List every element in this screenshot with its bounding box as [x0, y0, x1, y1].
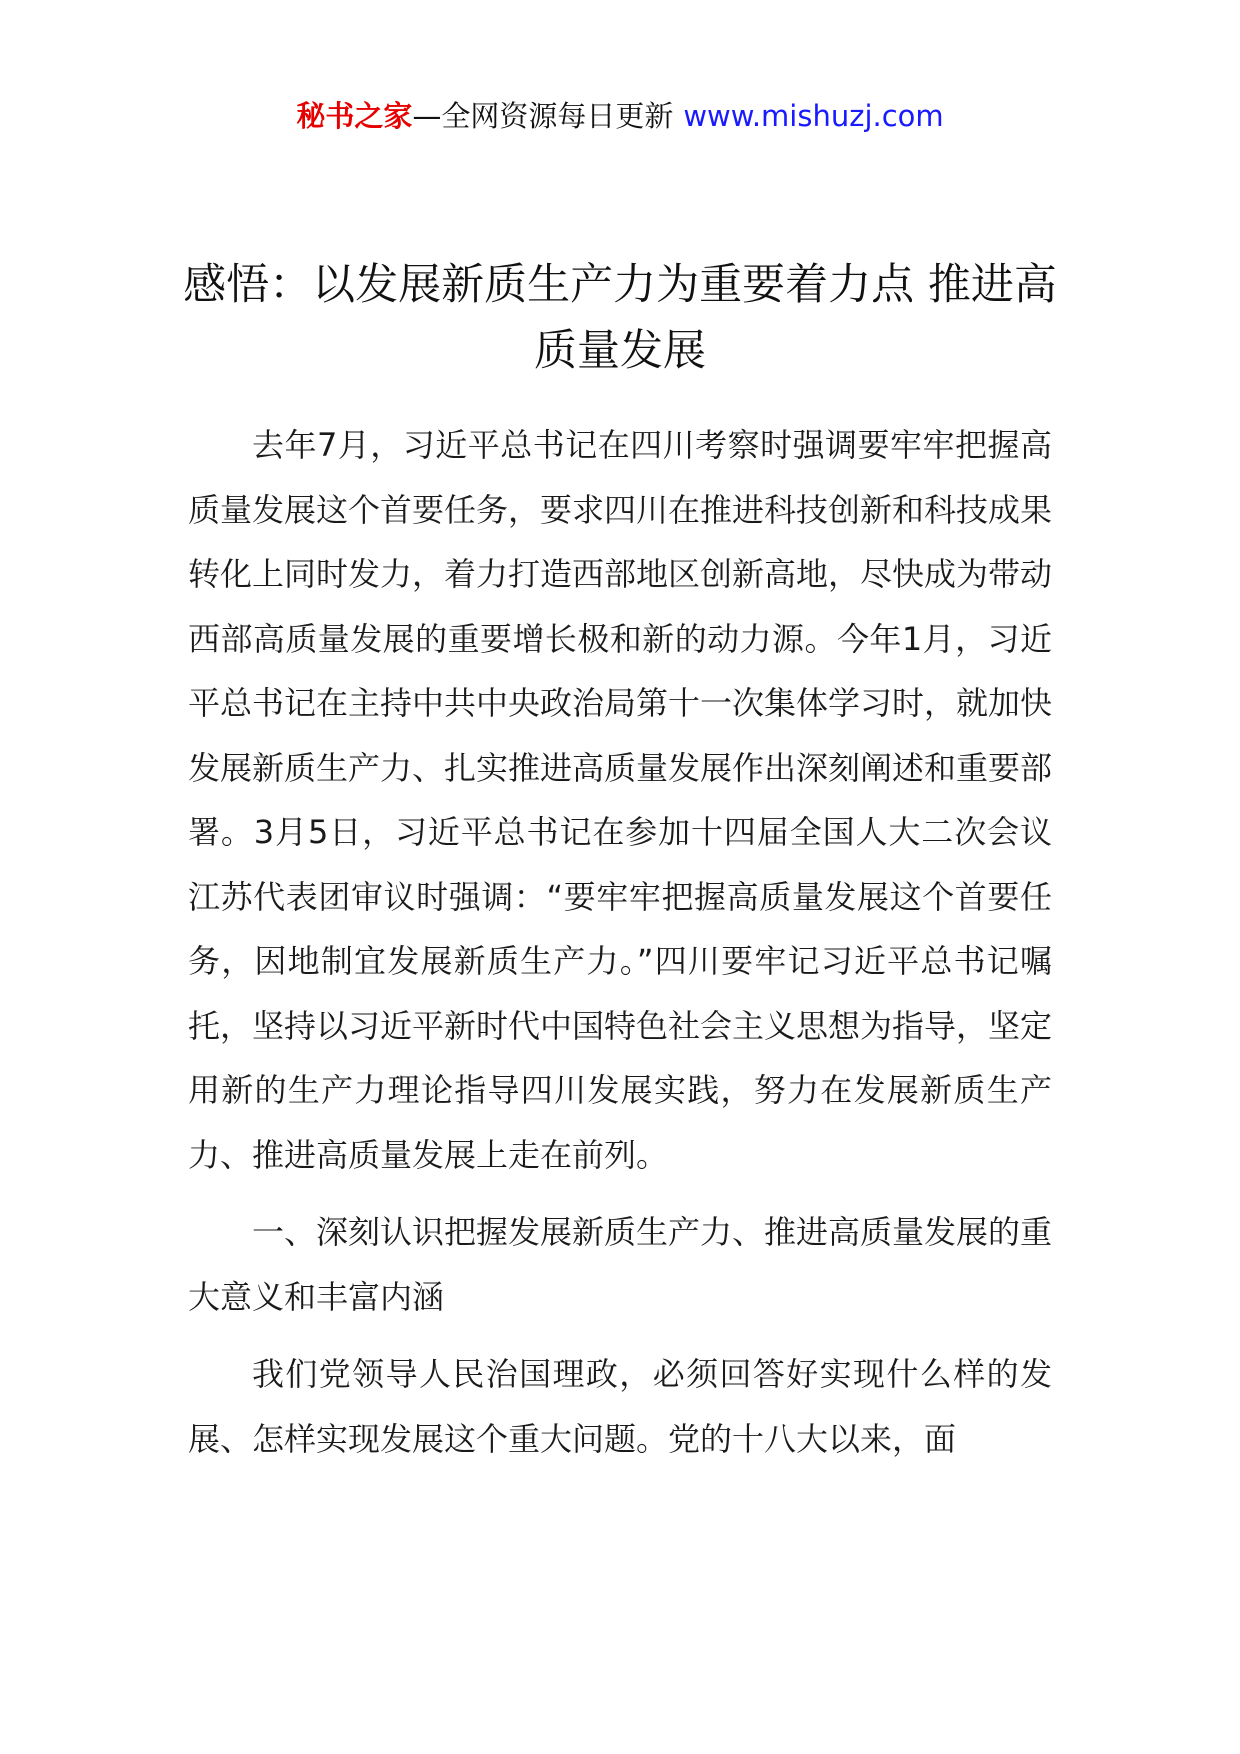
- paragraph-section-one: 我们党领导人民治国理政，必须回答好实现什么样的发展、怎样实现发展这个重大问题。党的十八大以来，面: [188, 1355, 1052, 1458]
- document-body: [188, 413, 1052, 1471]
- site-url-link[interactable]: www.mishuzj.com: [683, 99, 944, 133]
- site-header: [0, 96, 1240, 136]
- section-heading: 一、深刻认识把握发展新质生产力、推进高质量发展的重大意义和丰富内涵: [188, 1213, 1053, 1316]
- header-tagline: —全网资源每日更新: [412, 99, 674, 133]
- document-title: 感悟：以发展新质生产力为重要着力点 推进高质量发展: [183, 260, 1057, 376]
- paragraph-intro: 去年7月，习近平总书记在四川考察时强调要牢牢把握高质量发展这个首要任务，要求四川在推进科技创新和科技成果转化上同时发力，着力打造西部地区创新高地，尽快成为带动西部高质量发展的重要增长极和新的动力源。今年1月，习近平总书记在主持中共中央政治局第十一次集体学习时，就加快发展新质生产力、扎实推进高质量发展作出深刻阐述和重要部署。3月5日，习近平总书记在参加十四届全国人大二次会议江苏代表团审议时强调：“要牢牢把握高质量发展这个首要任务，因地制宜发展新质生产力。”四川要牢记习近平总书记嘱托，坚持以习近平新时代中国特色社会主义思想为指导，坚定用新的生产力理论指导四川发展实践，努力在发展新质生产力、推进高质量发展上走在前列。: [188, 426, 1053, 1174]
- brand-name: 秘书之家: [296, 99, 413, 133]
